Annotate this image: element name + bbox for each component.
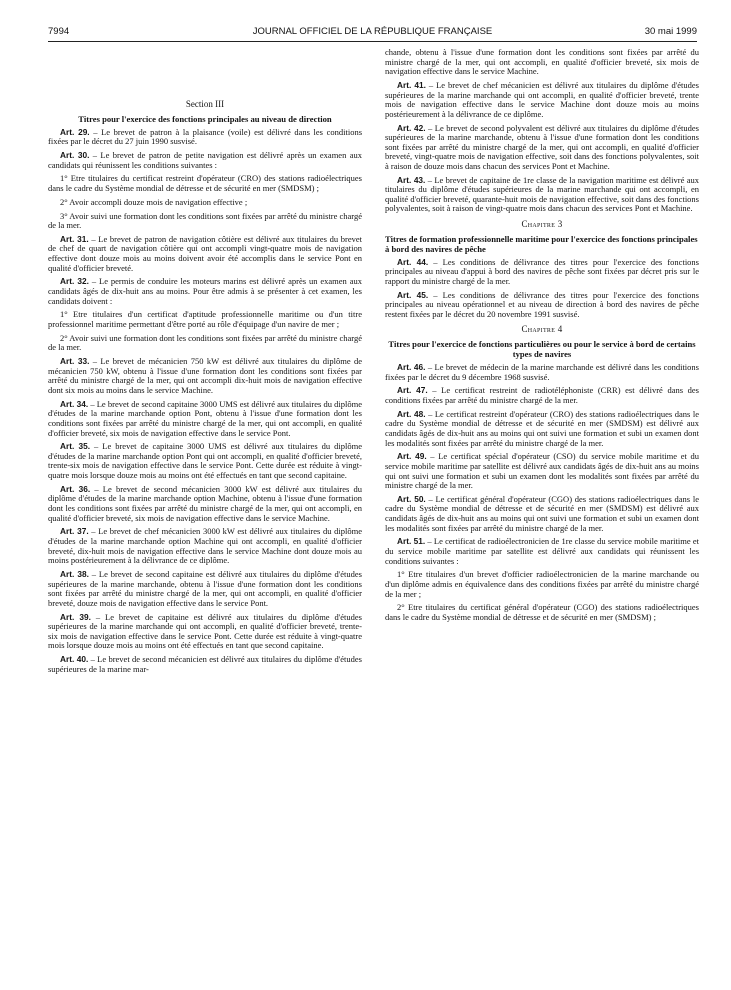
article-label: Art. 43. [397,174,426,185]
page-header [48,26,697,40]
chapter-heading: Chapitre 3 [521,219,563,230]
article-paragraph [48,151,362,170]
article-label: Art. 31. [60,233,89,244]
section-title: Titres pour l'exercice des fonctions principales au niveau de direction [78,113,332,124]
section-heading: Section III [185,99,225,109]
list-paragraph: 2° Etre titulaires du certificat général d'opérateur (CGO) des stations radioélectriques dans le cadre du Système mondial de détresse et de sécurité en mer (SMDSM) ; [385,602,699,622]
list-paragraph: 1° Etre titulaires d'un brevet d'officier radioélectronicien de la marine marchande ou d'un diplôme admis en équivalence dans des conditions fixées par arrêté du ministre chargé de la mer ; [385,569,699,599]
list-paragraph: 3° Avoir suivi une formation dont les conditions sont fixées par arrêté du ministre chargé de la mer. [48,210,362,231]
article-label: Art. 37. [60,526,89,537]
article-text: – Le certificat de radioélectronicien de 1re classe du service mobile maritime et du service mobile maritime par satellite est délivré aux candidats qui réunissent les conditions suivantes : [385,536,699,566]
article-paragraph [48,613,362,651]
continued-paragraph: chande, obtenu à l'issue d'une formation dont les conditions sont fixées par arrêté du ministre chargé de la mer, qui ont accompli, en qualité d'officier breveté, six mois de navigation effective dans le service Machine. [385,47,699,77]
list-paragraph: 1° Etre titulaires d'un certificat d'aptitude professionnelle maritime ou d'un titre professionnel maritime permettant d'être porté au rôle d'équipage d'un navire de mer ; [48,309,362,329]
article-paragraph [48,400,362,438]
article-text: – Le brevet de second polyvalent est délivré aux titulaires du diplôme d'études supérieures de la marine marchande, obtenu à l'issue d'une formation dont les conditions sont fixées par arrêté du ministre chargé de la mer, qui ont accompli, en qualité d'officier breveté, vingt-quatre mois de navigation effective, soit dans des fonctions polyvalentes, soit à raison de douze mois dans chacun des services Pont et Machine. [385,122,699,171]
article-text: – Le brevet de capitaine est délivré aux titulaires du diplôme d'études supérieures de la marine marchande qui ont accompli, en qualité d'officier breveté, trente-six mois de navigation effective dans le service Pont. Cette durée est réduite à vingt-quatre mois lorsque douze mois au moins ont été effectués en tant que second capitaine. [48,611,362,651]
article-text: – Le brevet de mécanicien 750 kW est délivré aux titulaires du diplôme de mécanicien 750 kW, obtenu à l'issue d'une formation dont les conditions sont fixées par arrêté du ministre chargé de la mer, qui ont accompli dix-huit mois de navigation effective dont six mois au moins dans le service Machine. [48,356,362,395]
article-paragraph [385,363,699,382]
article-text: – Le certificat général d'opérateur (CGO) des stations radioélectriques dans le cadre du Système mondial de détresse et de sécurité en mer (SMDSM) est délivré aux candidats âgés de dix-huit ans au moins qui ont suivi une formation et subi un examen dont les modalités sont fixées par arrêté du ministre chargé de la mer. [385,493,699,533]
article-label: Art. 40. [60,654,89,665]
article-label: Art. 49. [397,451,427,462]
article-label: Art. 44. [397,256,429,267]
article-text: – Les conditions de délivrance des titres pour l'exercice des fonctions principales au niveau d'appui à bord des navires de pêche sont fixées par décret pris sur le rapport du ministre chargé de la mer. [385,256,699,286]
article-text: – Le brevet de chef mécanicien est délivré aux titulaires du diplôme d'études supérieures de la marine marchande qui ont accompli, en qualité d'officier breveté, trente mois de navigation effective dans le service Machine dont douze mois au moins postérieurement à la délivrance de ce diplôme. [385,79,699,119]
article-paragraph [385,291,699,320]
article-label: Art. 35. [60,441,91,452]
page-number: 7994 [48,26,70,37]
article-text: – Le brevet de patron de navigation côtière est délivré aux titulaires du brevet de chef de quart de navigation côtière qui ont accompli vingt-quatre mois de navigation effective dont douze mois au moins doivent avoir été accomplis dans le service Pont en qualité d'officier breveté. [48,233,362,273]
article-paragraph [48,128,362,147]
left-column [48,98,362,678]
article-paragraph [385,537,699,566]
article-paragraph [48,570,362,608]
article-label: Art. 41. [397,79,426,90]
article-text: – Le brevet de second mécanicien 3000 kW est délivré aux titulaires du diplôme d'études de la marine marchande option Machine, obtenu à l'issue d'une formation dont les conditions sont fixées par arrêté du ministre chargé de la mer, qui ont accompli, en qualité d'officier breveté, six mois de navigation effective dans le service Machine. [48,483,362,523]
article-paragraph [385,495,699,533]
article-paragraph [48,357,362,395]
article-label: Art. 39. [60,611,91,622]
article-paragraph [385,81,699,119]
article-text: – Le brevet de patron de petite navigation est délivré après un examen aux candidats qui réunissent les conditions suivantes : [48,149,362,170]
article-paragraph [385,386,699,405]
article-paragraph [48,235,362,273]
article-text: – Le brevet de patron à la plaisance (voile) est délivré dans les conditions fixées par le décret du 27 juin 1990 susvisé. [48,126,362,147]
article-label: Art. 30. [60,149,90,160]
article-label: Art. 36. [60,483,91,494]
right-column [385,48,699,627]
article-text: – Le brevet de second capitaine 3000 UMS est délivré aux titulaires du diplôme d'études de la marine marchande option Pont, obtenu à l'issue d'une formation dont les conditions sont fixées par arrêté du ministre chargé de la mer, qui ont accompli, en qualité d'officier breveté, six mois de navigation effective dans le service Pont. [48,398,362,438]
article-paragraph [48,485,362,523]
article-label: Art. 29. [60,126,90,137]
article-text: – Le certificat restreint d'opérateur (CRO) des stations radioélectriques dans le cadre du Système mondial de détresse et de sécurité en mer (SMDSM) est délivré aux candidats âgés de dix-huit ans au moins qui ont suivi une formation et subi un examen dont les modalités sont fixées par arrêté du ministre chargé de la mer. [385,408,699,448]
article-text: – Le brevet de chef mécanicien 3000 kW est délivré aux titulaires du diplôme d'études de la marine marchande option Machine qui ont accompli, en qualité d'officier breveté, dix-huit mois de navigation effective dans le service Machine dont douze mois au moins postérieurement à la délivrance de ce diplôme. [48,526,362,566]
article-text: – Le certificat spécial d'opérateur (CSO) du service mobile maritime et du service mobile maritime par satellite est délivré aux candidats âgés de dix-huit ans au moins qui ont suivi une formation et subi un examen dont les modalités sont fixées par arrêté du ministre chargé de la mer. [385,451,699,491]
article-label: Art. 51. [397,536,426,547]
article-label: Art. 48. [397,408,426,419]
article-label: Art. 47. [397,385,428,396]
article-paragraph [385,258,699,287]
section-title: Titres pour l'exercice de fonctions particulières ou pour le service à bord de certains types de navires [388,339,696,359]
article-text: – Le brevet de second capitaine est délivré aux titulaires du diplôme d'études supérieures de la marine marchande, obtenu à l'issue d'une formation dont les conditions sont fixées par arrêté du ministre chargé de la mer, qui ont accompli, en qualité d'officier breveté, douze mois de navigation effective dans le service Pont. [48,568,362,608]
article-paragraph [385,452,699,490]
article-label: Art. 50. [397,493,426,504]
article-paragraph [48,442,362,480]
article-paragraph [48,655,362,674]
article-label: Art. 38. [60,568,89,579]
list-paragraph: 2° Avoir accompli douze mois de navigation effective ; [60,196,248,207]
article-text: – Le brevet de médecin de la marine marchande est délivré dans les conditions fixées par le décret du 9 décembre 1968 susvisé. [385,362,699,382]
article-paragraph [48,277,362,306]
article-text: – Le permis de conduire les moteurs marins est délivré après un examen aux candidats âgés de dix-huit ans au moins. Pour être admis à se présenter à cet examen, les candidats doivent : [48,276,362,306]
chapter-heading: Chapitre 4 [521,324,563,335]
article-text: – Les conditions de délivrance des titres pour l'exercice des fonctions principales au niveau opérationnel et au niveau de direction à bord des navires de pêche restent fixées par le décret du 20 novembre 1991 susvisé. [385,289,699,319]
article-label: Art. 45. [397,289,429,300]
article-paragraph [385,124,699,172]
header-rule [48,41,697,42]
article-label: Art. 42. [397,122,426,133]
article-paragraph [385,176,699,214]
list-paragraph: 2° Avoir suivi une formation dont les conditions sont fixées par arrêté du ministre chargé de la mer. [48,332,362,353]
article-text: – Le brevet de capitaine 3000 UMS est délivré aux titulaires du diplôme d'études de la marine marchande option Pont qui ont accompli, en qualité d'officier breveté, trente-six mois de navigation effective dans le service Pont. Cette durée est réduite à vingt-quatre mois lorsque douze mois au moins ont été effectués en tant que second capitaine. [48,441,362,481]
article-paragraph [48,527,362,565]
issue-date: 30 mai 1999 [644,26,697,37]
article-paragraph [385,410,699,448]
journal-title: JOURNAL OFFICIEL DE LA RÉPUBLIQUE FRANÇAISE [252,26,493,37]
article-label: Art. 33. [60,356,90,367]
section-title: Titres de formation professionnelle maritime pour l'exercice des fonctions principales à bord des navires de pêche [385,233,698,254]
article-label: Art. 32. [60,276,89,287]
article-text: – Le certificat restreint de radiotéléphoniste (CRR) est délivré dans des conditions fixées par arrêté du ministre chargé de la mer. [385,385,699,405]
article-label: Art. 46. [397,362,426,372]
list-paragraph: 1° Etre titulaires du certificat restreint d'opérateur (CRO) des stations radioélectriques dans le cadre du Système mondial de détresse et de sécurité en mer (SMDSM) ; [48,173,362,193]
article-text: – Le brevet de capitaine de 1re classe de la navigation maritime est délivré aux titulaires du diplôme d'études supérieures de la marine marchande qui ont accompli, en qualité d'officier breveté, quarante-huit mois de navigation effective, soit dans des fonctions polyvalentes, soit à raison de vingt-quatre mois dans chacun des services Pont et Machine. [385,174,699,214]
article-text: – Le brevet de second mécanicien est délivré aux titulaires du diplôme d'études supérieures de la marine mar- [48,654,362,674]
article-label: Art. 34. [60,398,89,409]
